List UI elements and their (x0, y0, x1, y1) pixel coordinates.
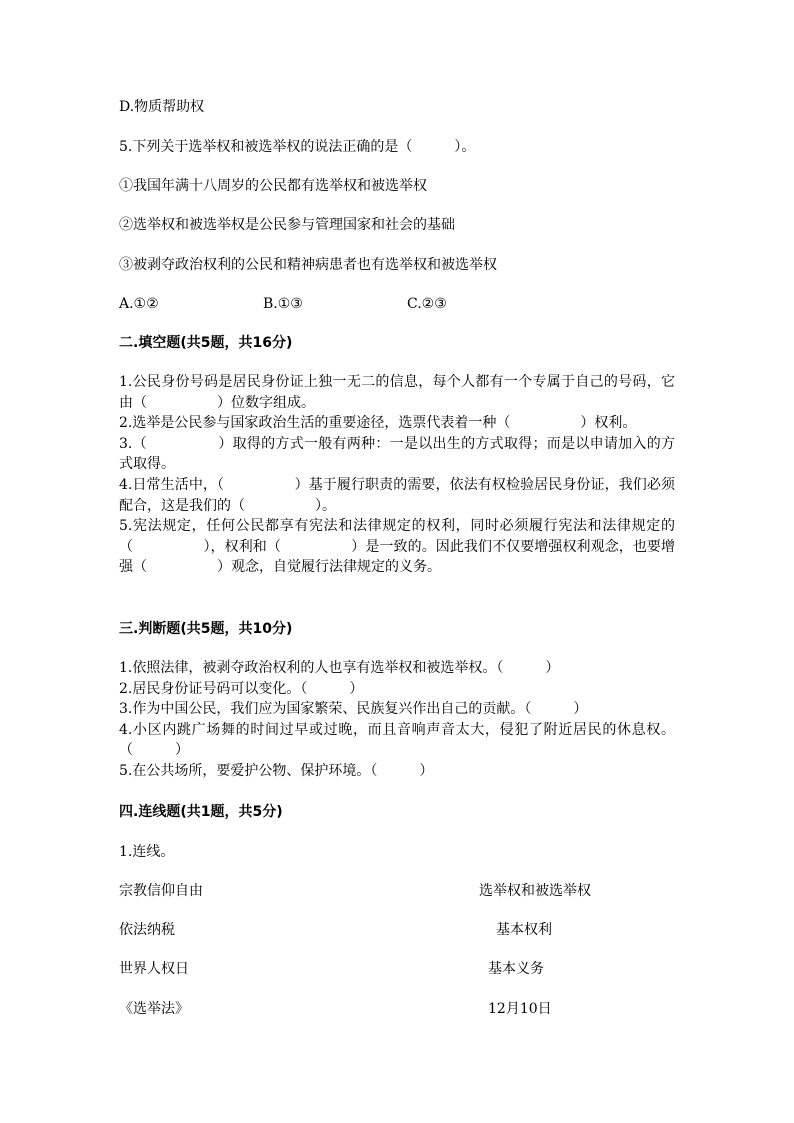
match-right-3: 基本义务 (488, 961, 544, 977)
judge-item-1: 1.依照法律，被剥夺政治权利的人也享有选举权和被选举权。（ ） (119, 660, 560, 676)
q4-option-d: D.物质帮助权 (119, 99, 205, 115)
match-left-2: 依法纳税 (119, 922, 175, 938)
q5-statement-3: ③被剥夺政治权利的公民和精神病患者也有选举权和被选举权 (119, 257, 497, 273)
judge-item-4: 4.小区内跳广场舞的时间过早或过晚，而且音响声音太大，侵犯了附近居民的休息权。（ ） (119, 721, 675, 759)
section3-items (119, 658, 675, 782)
fill-item-5: 5.宪法规定，任何公民都享有宪法和法律规定的权利，同时必须履行宪法和法律规定的（ ），权利和（ ）是一致的。因此我们不仅要增强权利观念，也要增强（ ）观念，自觉履行法律规定的义务。 (119, 518, 675, 576)
q5-option-a: A.①② (119, 296, 159, 312)
match-left-1: 宗教信仰自由 (119, 883, 203, 899)
judge-item-3: 3.作为中国公民，我们应为国家繁荣、民族复兴作出自己的贡献。（ ） (119, 701, 588, 718)
section2-heading: 二.填空题(共5题，共16分) (119, 335, 293, 351)
fill-item-3: 3.（ ）取得的方式一般有两种：一是以出生的方式取得；而是以申请加入的方式取得。 (119, 435, 675, 473)
match-left-3: 世界人权日 (119, 961, 189, 977)
match-right-4: 12月10日 (488, 1001, 552, 1017)
match-left-4: 《选举法》 (119, 1001, 189, 1017)
judge-item-5: 5.在公共场所，要爱护公物、保护环境。（ ） (119, 762, 434, 779)
section4-heading: 四.连线题(共1题，共5分) (119, 804, 283, 820)
section2-items (119, 372, 675, 578)
match-right-1: 选举权和被选举权 (479, 883, 591, 899)
fill-item-4: 4.日常生活中，（ ）基于履行职责的需要，依法有权检验居民身份证，我们必须配合，这是我们的（ ）。 (119, 476, 675, 514)
judge-item-2: 2.居民身份证号码可以变化。（ ） (119, 680, 364, 697)
q5-option-b: B.①③ (263, 296, 303, 312)
match-right-2: 基本权利 (496, 922, 552, 938)
fill-item-1: 1.公民身份号码是居民身份证上独一无二的信息，每个人都有一个专属于自己的号码，它由（ ）位数字组成。 (119, 374, 675, 411)
q5-statement-1: ①我国年满十八周岁的公民都有选举权和被选举权 (119, 178, 427, 194)
fill-item-2: 2.选举是公民参与国家政治生活的重要途径，选票代表着一种（ ）权利。 (119, 415, 637, 432)
q5-option-c: C.②③ (407, 296, 447, 312)
q5-statement-2: ②选举权和被选举权是公民参与管理国家和社会的基础 (119, 217, 455, 233)
section3-heading: 三.判断题(共5题，共10分) (119, 621, 293, 637)
q5-stem: 5.下列关于选举权和被选举权的说法正确的是（ ）。 (119, 139, 476, 155)
matching-question: 1.连线。 (119, 844, 175, 860)
